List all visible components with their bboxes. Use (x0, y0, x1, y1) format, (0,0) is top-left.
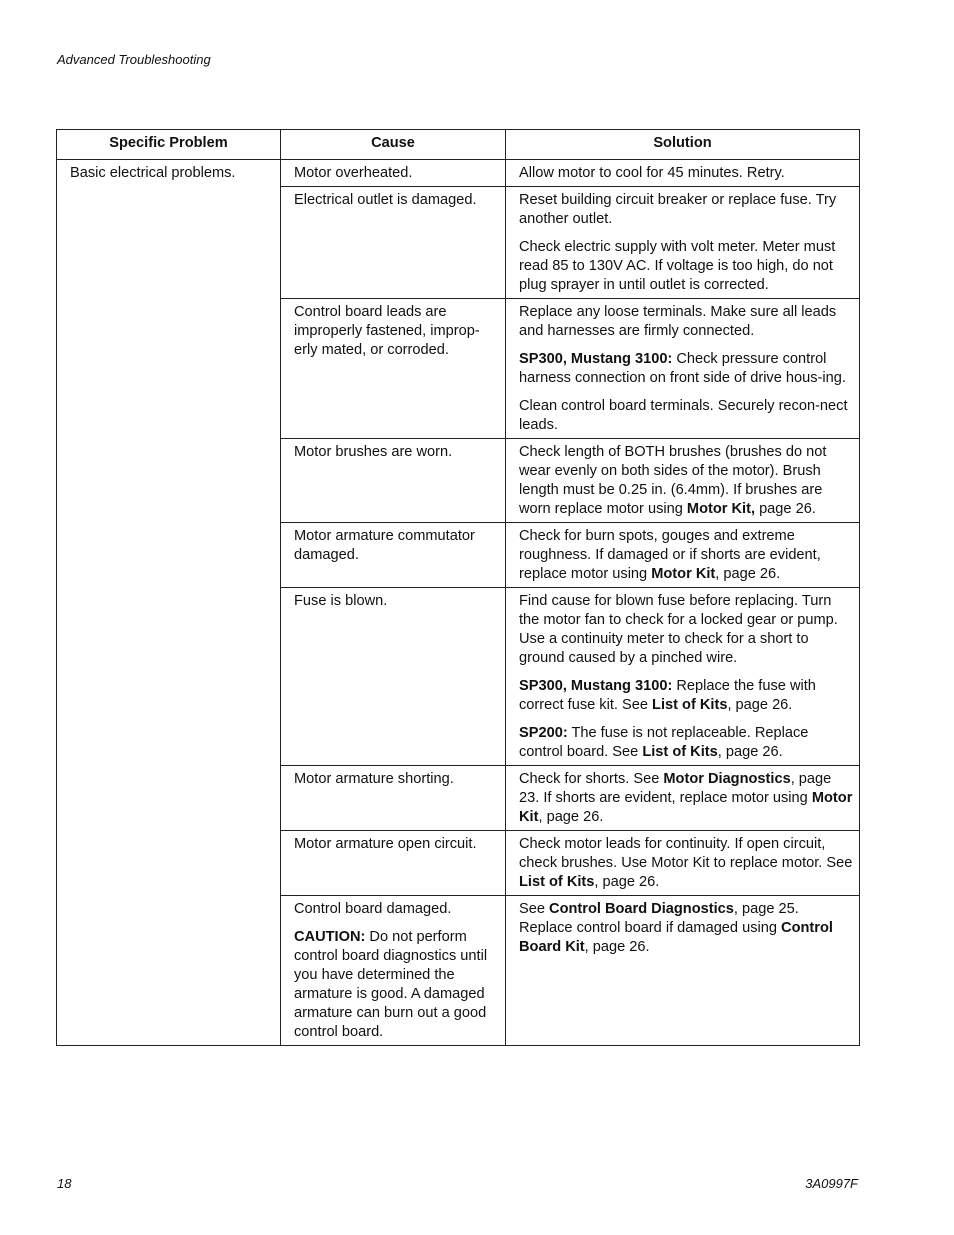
solution-text: , page 26. (584, 939, 650, 955)
cause-text: Electrical outlet is damaged. (294, 192, 477, 208)
solution-bold-text: SP300, Mustang 3100: (519, 351, 673, 367)
document-number: 3A0997F (805, 1176, 858, 1191)
solution-cell (506, 766, 860, 831)
cause-text: Motor brushes are worn. (294, 444, 453, 460)
cause-text: Do not perform control board diagnostics until you have determined the armature is good. A damaged armature can burn out a good control board. (294, 929, 488, 1040)
cause-paragraph (294, 527, 499, 565)
solution-cell (506, 588, 860, 766)
solution-paragraph (519, 592, 853, 668)
solution-bold-text: List of Kits (519, 874, 595, 890)
column-header-solution: Solution (506, 130, 860, 160)
cause-paragraph (294, 303, 499, 360)
column-header-cause: Cause (281, 130, 506, 160)
solution-paragraph (519, 397, 853, 435)
solution-cell (506, 831, 860, 896)
solution-text: Clean control board terminals. Securely recon-nect leads. (519, 398, 848, 433)
solution-paragraph (519, 350, 853, 388)
solution-text: Check pressure control harness connection on front side of drive hous-ing. (519, 351, 846, 386)
cause-text: Fuse is blown. (294, 593, 388, 609)
cause-text: Motor armature shorting. (294, 771, 454, 787)
cause-cell (281, 766, 506, 831)
solution-paragraph (519, 443, 853, 519)
solution-paragraph (519, 677, 853, 715)
solution-bold-text: List of Kits (642, 744, 718, 760)
solution-cell (506, 160, 860, 187)
table-row (57, 160, 860, 187)
solution-paragraph (519, 770, 853, 827)
solution-bold-text: Motor Kit, (686, 501, 756, 517)
running-head: Advanced Troubleshooting (57, 52, 211, 67)
cause-paragraph (294, 191, 499, 210)
cause-paragraph (294, 928, 499, 1042)
table-header-row (57, 130, 860, 160)
cause-paragraph (294, 835, 499, 854)
solution-cell (506, 439, 860, 523)
troubleshooting-table (56, 129, 860, 1046)
solution-text: , page 26. (594, 874, 660, 890)
solution-paragraph (519, 164, 853, 183)
cause-cell (281, 299, 506, 439)
solution-text: Check electric supply with volt meter. Meter must read 85 to 130V AC. If voltage is too high, do not plug sprayer in until outlet is corrected. (519, 239, 836, 293)
solution-cell (506, 299, 860, 439)
column-header-problem: Specific Problem (57, 130, 281, 160)
solution-cell (506, 896, 860, 1046)
cause-paragraph (294, 164, 499, 183)
page-number: 18 (57, 1176, 72, 1191)
solution-text: Allow motor to cool for 45 minutes. Retry. (519, 165, 785, 181)
problem-cell: Basic electrical problems. (57, 160, 281, 1046)
solution-text: Check for burn spots, gouges and extreme roughness. If damaged or if shorts are evident, replace motor using (519, 528, 821, 582)
solution-text: page 26. (755, 501, 816, 517)
solution-bold-text: Motor Kit (519, 790, 853, 825)
solution-text: Replace the fuse with correct fuse kit. See (519, 678, 816, 713)
solution-text: See (519, 901, 550, 917)
solution-bold-text: Control Board Diagnostics (549, 901, 734, 917)
cause-cell (281, 588, 506, 766)
solution-bold-text: Motor Diagnostics (663, 771, 791, 787)
solution-paragraph (519, 303, 853, 341)
cause-cell (281, 187, 506, 299)
cause-cell (281, 896, 506, 1046)
solution-paragraph (519, 900, 853, 957)
solution-text: , page 23. If shorts are evident, replace motor using (519, 771, 832, 806)
cause-paragraph (294, 770, 499, 789)
solution-text: , page 26. (538, 809, 604, 825)
solution-text: Replace any loose terminals. Make sure all leads and harnesses are firmly connected. (519, 304, 837, 339)
cause-text: Control board leads are improperly fastened, improp-erly mated, or corroded. (294, 304, 480, 358)
solution-text: Check length of BOTH brushes (brushes do not wear evenly on both sides of the motor). Brush length must be 0.25 in. (6.4mm). If brushes are worn replace motor using (519, 444, 827, 517)
solution-cell (506, 523, 860, 588)
solution-paragraph (519, 835, 853, 892)
cause-text: Motor overheated. (294, 165, 413, 181)
solution-bold-text: List of Kits (652, 697, 728, 713)
cause-cell (281, 160, 506, 187)
cause-cell (281, 439, 506, 523)
cause-paragraph (294, 592, 499, 611)
solution-text: , page 26. (715, 566, 781, 582)
solution-text: Reset building circuit breaker or replace fuse. Try another outlet. (519, 192, 837, 227)
solution-text: Find cause for blown fuse before replacing. Turn the motor fan to check for a locked gear or pump. Use a continuity meter to check for a short to ground caused by a pinched wire. (519, 593, 838, 666)
solution-text: , page 26. (727, 697, 793, 713)
solution-text: , page 26. (717, 744, 783, 760)
cause-cell (281, 831, 506, 896)
solution-text: The fuse is not replaceable. Replace control board. See (519, 725, 809, 760)
cause-text: Motor armature open circuit. (294, 836, 477, 852)
solution-paragraph (519, 238, 853, 295)
cause-paragraph (294, 900, 499, 919)
cause-text: Control board damaged. (294, 901, 452, 917)
solution-text: Check for shorts. See (519, 771, 664, 787)
solution-text: Check motor leads for continuity. If open circuit, check brushes. Use Motor Kit to replace motor. See (519, 836, 853, 871)
cause-bold-text: CAUTION: (294, 929, 366, 945)
solution-text: , page 25. Replace control board if damaged using (519, 901, 799, 936)
solution-bold-text: SP300, Mustang 3100: (519, 678, 673, 694)
solution-cell (506, 187, 860, 299)
solution-bold-text: SP200: (519, 725, 568, 741)
table-body (57, 160, 860, 1046)
cause-text: Motor armature commutator damaged. (294, 528, 475, 563)
cause-paragraph (294, 443, 499, 462)
cause-cell (281, 523, 506, 588)
solution-bold-text: Motor Kit (651, 566, 716, 582)
solution-paragraph (519, 527, 853, 584)
solution-bold-text: Control Board Kit (519, 920, 833, 955)
solution-paragraph (519, 191, 853, 229)
solution-paragraph (519, 724, 853, 762)
